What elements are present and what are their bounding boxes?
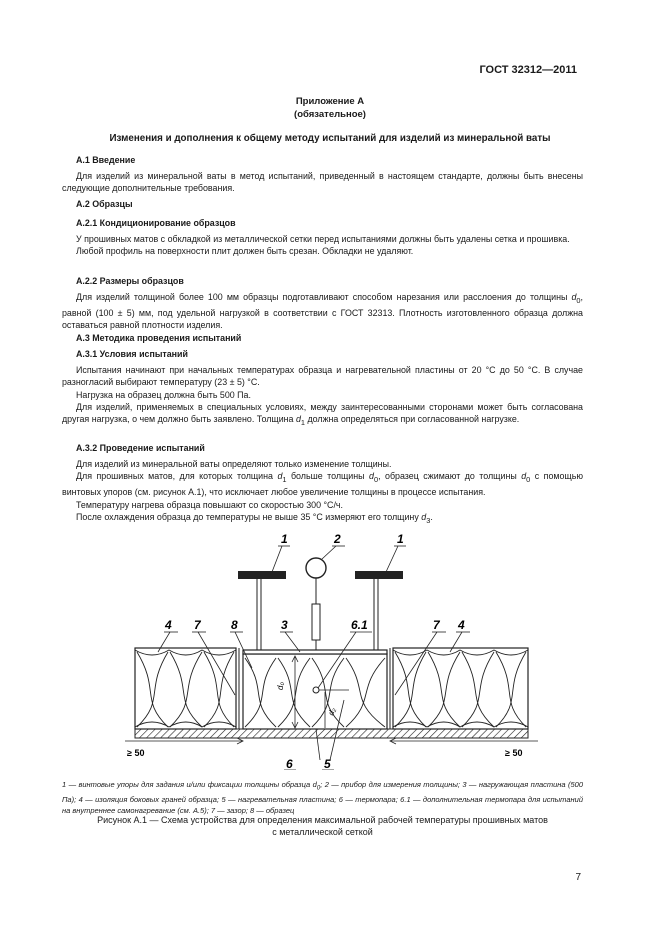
label-6-1: 6.1: [351, 618, 368, 632]
loading-plate: [243, 650, 387, 654]
figure-title-line1: Рисунок А.1 — Схема устройства для определения максимальной рабочей температуры прошивных матов: [97, 815, 548, 825]
label-7-left: 7: [194, 618, 201, 632]
label-7-right: 7: [433, 618, 440, 632]
figure-title-line2: с металлической сеткой: [272, 827, 373, 837]
section-a32-body: [62, 458, 583, 527]
figure-caption: 1 — винтовые упоры для задания и/или фиксации толщины образца $d_0$; 2 — прибор для измерения толщины; 3 — нагружающая пластина (500 Па); 4 — изоляция боковых граней образца; 5 — нагревательная пластина; 6 — термопара; 6.1 — дополнительная термопара для испытаний на внутреннее самонагревание (см. А.5); 7 — зазор; 8 — образец: [62, 780, 583, 815]
section-a21-body: [62, 233, 583, 258]
label-1-right: 1: [397, 532, 404, 546]
paragraph: После охлаждения образца до температуры не выше 35 °С измеряют его толщину $d_3$.: [76, 511, 433, 525]
section-a2-heading: А.2 Образцы: [76, 199, 133, 209]
figure-a1-diagram: [0, 520, 661, 770]
section-a22-body: [62, 291, 583, 332]
dim-d0-label: d₀: [276, 682, 285, 690]
label-2: 2: [334, 532, 341, 546]
side-insulation-right: [393, 648, 528, 729]
section-a22-heading: А.2.2 Размеры образцов: [76, 276, 184, 286]
appendix-heading: [60, 95, 600, 121]
label-4-right: 4: [458, 618, 465, 632]
paragraph: Температуру нагрева образца повышают со скоростью 300 °С/ч.: [76, 499, 344, 510]
dim-d2-label: d₂: [326, 706, 338, 717]
label-6: 6: [286, 757, 293, 770]
side-insulation-left: [135, 648, 236, 729]
section-a1-body: [62, 170, 583, 195]
paragraph: Любой профиль на поверхности плит должен быть срезан. Обкладки не удаляют.: [76, 246, 414, 257]
section-a21-heading: А.2.1 Кондиционирование образцов: [76, 218, 236, 228]
page-number: 7: [575, 872, 581, 883]
section-a1-heading: А.1 Введение: [76, 155, 136, 165]
heating-plate: [135, 729, 528, 738]
screw-stop-left: [238, 571, 286, 650]
section-a32-heading: А.3.2 Проведение испытаний: [76, 443, 205, 453]
label-5: 5: [324, 757, 331, 770]
paragraph: Для прошивных матов, для которых толщина $d_1$ больше толщины $d_0$, образец сжимают до толщины $d_0$ с помощью винтовых упоров (см. рисунок А.1), что исключает любое увеличение толщины в процессе испытания.: [62, 471, 583, 498]
screw-stop-right: [355, 571, 403, 650]
paragraph: Нагрузка на образец должна быть 500 Па.: [76, 389, 251, 400]
paragraph: У прошивных матов с обкладкой из металлической сетки перед испытаниями должны быть удалены сетка и прошивка.: [76, 234, 570, 244]
dim-left-label: ≥ 50: [127, 748, 145, 758]
thickness-gauge: [306, 558, 326, 650]
label-8: 8: [231, 618, 238, 632]
dim-right-label: ≥ 50: [505, 748, 523, 758]
main-title: Изменения и дополнения к общему методу испытаний для изделий из минеральной ваты: [109, 133, 551, 144]
label-1-left: 1: [281, 532, 288, 546]
paragraph: Для изделий, применяемых в специальных условиях, между заинтересованными сторонами может быть согласована другая нагрузка, о чем должно быть заявлено. Толщина $d_1$ должна определяться при согласованной нагрузке.: [62, 401, 583, 427]
appendix-title: Приложение А: [295, 96, 365, 107]
section-a3-heading: А.3 Методика проведения испытаний: [76, 333, 242, 343]
paragraph: Для изделий из минеральной ваты определяют только изменение толщины.: [76, 459, 392, 469]
label-3: 3: [281, 618, 288, 632]
figure-title: [62, 814, 583, 838]
appendix-status: (обязательное): [294, 109, 366, 120]
standard-number: ГОСТ 32312—2011: [479, 64, 577, 76]
section-a31-body: [62, 364, 583, 429]
label-4-left: 4: [165, 618, 172, 632]
section-a31-heading: А.3.1 Условия испытаний: [76, 349, 188, 359]
paragraph: Для изделий из минеральной ваты в метод испытаний, приведенный в настоящем стандарте, должны быть внесены следующие дополнительные требования.: [62, 171, 583, 194]
paragraph: Для изделий толщиной более 100 мм образцы подготавливают способом нарезания или расслоения до толщины $d_0$, равной (100 ± 5) мм, под удельной нагрузкой в соответствии с ГОСТ 32313. Плотность изготовленного образца должна оставаться равной плотности изделия.: [62, 292, 583, 331]
paragraph: Испытания начинают при начальных температурах образца и нагревательной пластины от 20 °С до 50 °С. В случае разногласий выбирают температуру (23 ± 5) °С.: [62, 365, 583, 388]
